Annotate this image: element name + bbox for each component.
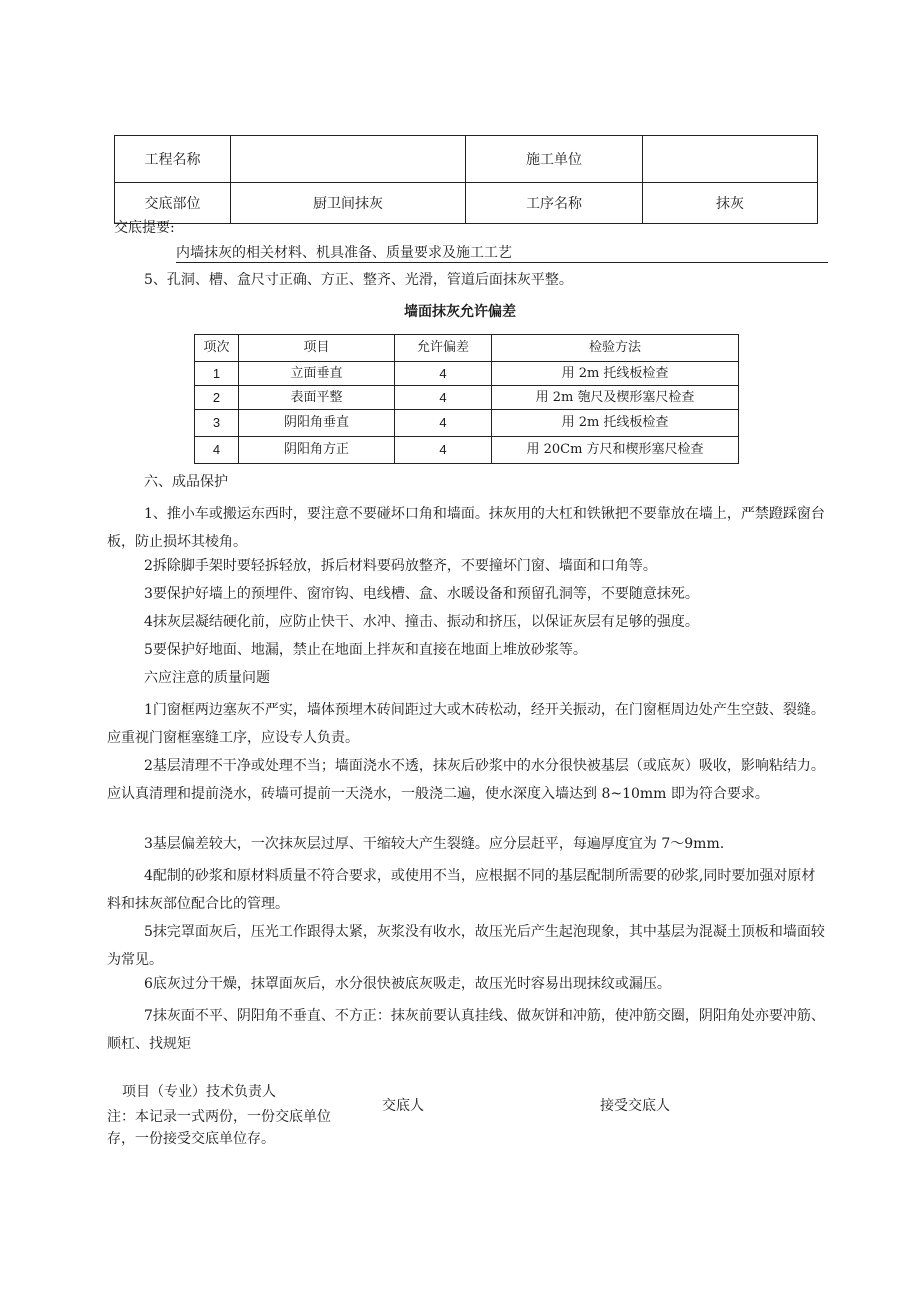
tolerance-header-cell: 项次 (195, 335, 239, 362)
table-cell-method: 用 2m 托线板检查 (492, 362, 739, 386)
table-cell-item: 立面垂直 (239, 362, 395, 386)
header-row-2 (115, 183, 818, 224)
table-cell-index: 4 (195, 437, 239, 464)
section-7-heading: 六应注意的质量问题 (144, 670, 270, 686)
table-row (195, 362, 739, 386)
section-6-item-2: 2拆除脚手架时要轻拆轻放，拆后材料要码放整齐，不要撞坏门窗、墙面和口角等。 (144, 558, 657, 574)
section-7-item-2: 2基层清理不干净或处理不当；墙面浇水不透，抹灰后砂浆中的水分很快被基层（或底灰）吸收，影响粘结力。应认真清理和提前浇水，砖墙可提前一天浇水，一般浇二遍，使水深度入墙达到 8~10mm 即为符合要求。 (107, 758, 825, 802)
table-cell-tolerance: 4 (395, 362, 492, 386)
table-cell-item: 阴阳角方正 (239, 437, 395, 464)
table-cell-item: 表面平整 (239, 386, 395, 410)
section-7-item-3: 3基层偏差较大，一次抹灰层过厚、干缩较大产生裂缝。应分层赶平，每遍厚度宜为 7～9mm. (144, 836, 725, 852)
table-cell-method: 用 20Cm 方尺和楔形塞尺检查 (492, 437, 739, 464)
table-cell-method: 用 2m 匏尺及楔形塞尺检查 (492, 386, 739, 410)
summary-underline (176, 262, 828, 263)
process-label: 工序名称 (466, 183, 643, 224)
tolerance-table (194, 334, 739, 464)
section-6-item-4: 4抹灰层凝结硬化前，应防止快干、水冲、撞击、振动和挤压，以保证灰层有足够的强度。 (144, 614, 699, 630)
section-7-item-1: 1门窗框两边塞灰不严实，墙体预埋木砖间距过大或木砖松动，经开关振动，在门窗框周边处产生空鼓、裂缝。应重视门窗框塞缝工序，应设专人负责。 (107, 702, 825, 746)
section-7-item-6: 6底灰过分干燥，抹罩面灰后，水分很快被底灰吸走，故压光时容易出现抹纹或漏压。 (144, 976, 671, 992)
tolerance-header-row (195, 335, 739, 362)
tolerance-header-cell: 允许偏差 (395, 335, 492, 362)
table-row (195, 386, 739, 410)
table-row (195, 437, 739, 464)
table-cell-index: 2 (195, 386, 239, 410)
tech-lead-label: 项目（专业）技术负责人 (122, 1084, 276, 1100)
construction-unit-label: 施工单位 (466, 136, 643, 183)
process-value: 抹灰 (643, 183, 818, 224)
receiver-label: 接受交底人 (600, 1098, 670, 1114)
part-label: 交底部位 (115, 183, 231, 224)
discloser-label: 交底人 (382, 1098, 424, 1114)
project-name-label: 工程名称 (115, 136, 231, 183)
item-5: 5、孔洞、槽、盒尺寸正确、方正、整齐、光滑，管道后面抹灰平整。 (144, 272, 573, 288)
record-note: 注：本记录一式两份，一份交底单位存，一份接受交底单位存。 (107, 1109, 331, 1147)
section-7-item-5: 5抹完罩面灰后，压光工作跟得太紧，灰浆没有收水，故压光后产生起泡现象，其中基层为混凝土顶板和墙面较为常见。 (107, 924, 825, 968)
construction-unit-value (643, 136, 818, 183)
summary-label: 交底提要: (114, 220, 175, 236)
tolerance-header-cell: 检验方法 (492, 335, 739, 362)
header-table (114, 135, 818, 224)
table-cell-tolerance: 4 (395, 386, 492, 410)
section-6-item-1: 1、推小车或搬运东西时，要注意不要碰坏口角和墙面。抹灰用的大杠和铁锹把不要靠放在墙上，严禁蹬踩窗台板，防止损坏其棱角。 (107, 506, 825, 550)
part-value: 厨卫间抹灰 (231, 183, 466, 224)
section-6-heading: 六、成品保护 (144, 474, 228, 490)
tolerance-title: 墙面抹灰允许偏差 (404, 304, 516, 320)
table-cell-tolerance: 4 (395, 437, 492, 464)
table-cell-method: 用 2m 托线板检查 (492, 410, 739, 437)
table-cell-index: 3 (195, 410, 239, 437)
summary-text: 内墙抹灰的相关材料、机具准备、质量要求及施工工艺 (176, 245, 512, 261)
table-cell-item: 阴阳角垂直 (239, 410, 395, 437)
section-7-item-7: 7抹灰面不平、阴阳角不垂直、不方正：抹灰前要认真挂线、做灰饼和冲筋，使冲筋交圈，阴阳角处亦要冲筋、顺杠、找规矩 (107, 1008, 825, 1052)
project-name-value (231, 136, 466, 183)
section-6-item-5: 5要保护好地面、地漏，禁止在地面上拌灰和直接在地面上堆放砂浆等。 (144, 642, 587, 658)
section-7-item-4: 4配制的砂浆和原材料质量不符合要求，或使用不当，应根据不同的基层配制所需要的砂浆,同时要加强对原材料和抹灰部位配合比的管理。 (107, 868, 816, 912)
tolerance-header-cell: 项目 (239, 335, 395, 362)
table-cell-tolerance: 4 (395, 410, 492, 437)
header-row-1 (115, 136, 818, 183)
table-row (195, 410, 739, 437)
section-6-item-3: 3要保护好墙上的预埋件、窗帘钩、电线槽、盒、水暖设备和预留孔洞等，不要随意抹死。 (144, 586, 699, 602)
table-cell-index: 1 (195, 362, 239, 386)
